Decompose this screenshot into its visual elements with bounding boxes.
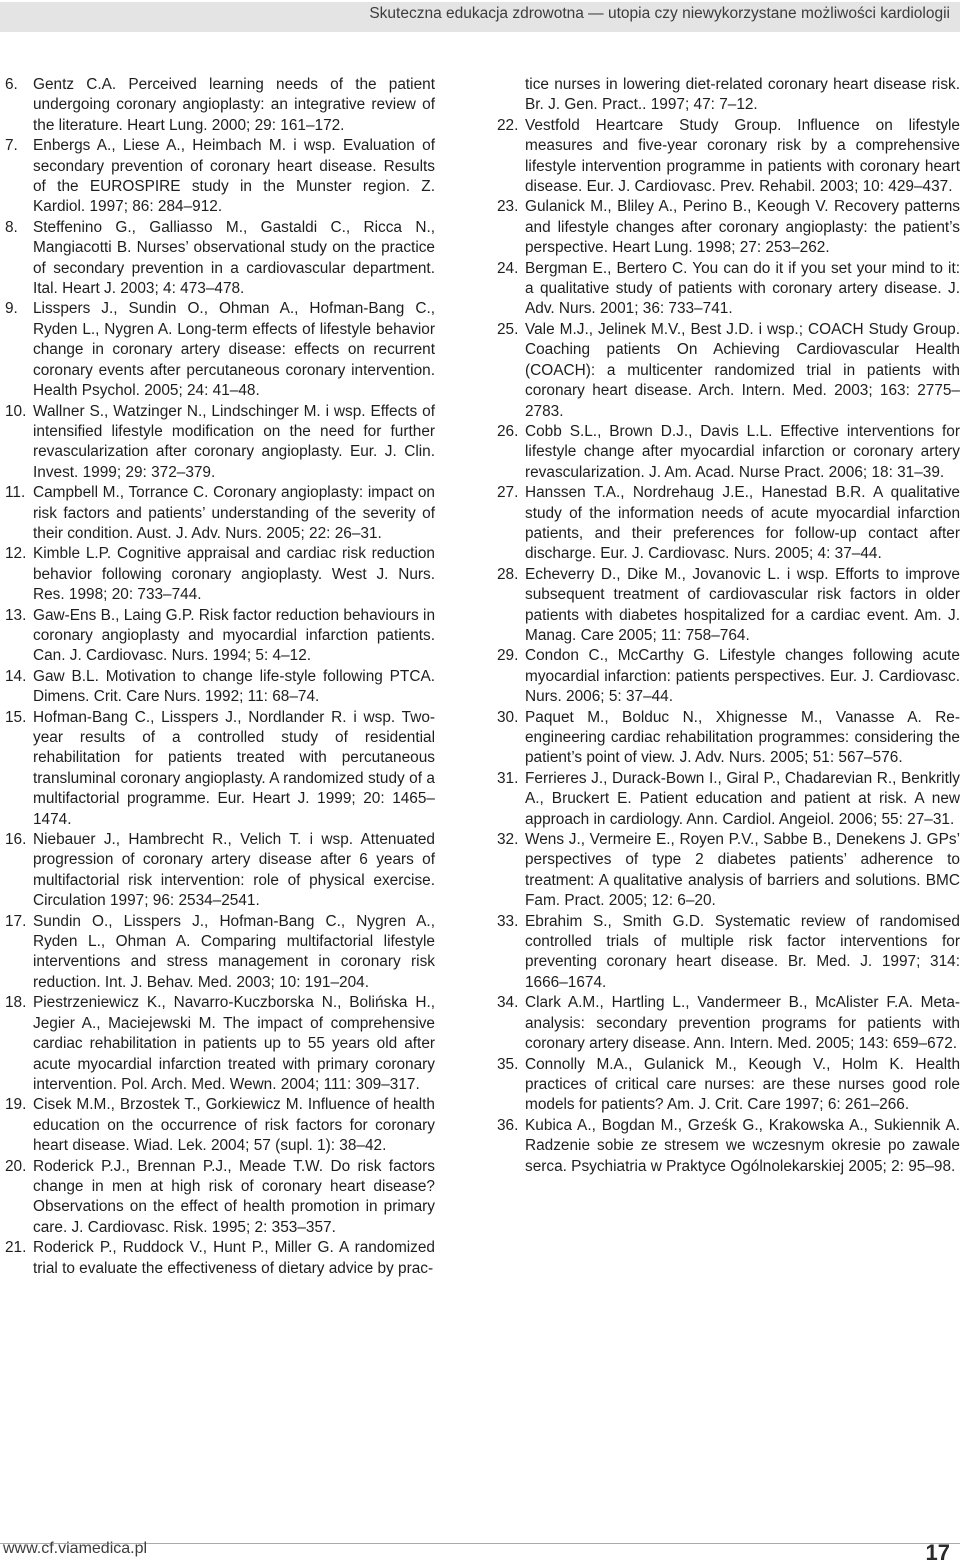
reference-text: Condon C., McCarthy G. Lifestyle changes following acute myocardial infarction: patients perspectives. Eur. J. Cardiovasc. Nurs. 2006; 5: 37–44.	[525, 647, 960, 706]
reference-item	[5, 483, 435, 544]
reference-number: 25.	[497, 320, 519, 338]
reference-number: 32.	[497, 831, 519, 849]
reference-item	[5, 993, 435, 1095]
reference-number: 26.	[497, 422, 519, 440]
reference-number: 14.	[5, 667, 27, 685]
reference-item	[5, 1157, 435, 1239]
reference-text: Piestrzeniewicz K., Navarro-Kuczborska N., Bolińska H., Jegier A., Maciejewski M. The impact of comprehensive cardiac rehabilitation in patients up to 55 years old after acute myocardial infarction treated with primary coronary intervention. Pol. Arch. Med. Wewn. 2004; 111: 309–317.	[33, 994, 435, 1093]
reference-item	[5, 912, 435, 994]
reference-text: Bergman E., Bertero C. You can do it if you set your mind to it: a qualitative study of patients with coronary artery disease. J. Adv. Nurs. 2001; 36: 733–741.	[525, 259, 960, 318]
reference-text: Gulanick M., Bliley A., Perino B., Keough V. Recovery patterns and lifestyle changes after coronary angioplasty: the patient’s perspective. Heart Lung. 1998; 27: 253–262.	[525, 198, 960, 257]
page-number: 17	[925, 1540, 950, 1565]
reference-number: 27.	[497, 484, 519, 502]
reference-number: 9.	[5, 300, 18, 318]
reference-text: tice nurses in lowering diet-related coronary heart disease risk. Br. J. Gen. Pract.. 1997; 47: 7–12.	[525, 76, 960, 114]
reference-item	[5, 299, 435, 401]
reference-number: 35.	[497, 1055, 519, 1073]
reference-text: Ebrahim S., Smith G.D. Systematic review of randomised controlled trials of multiple risk factor interventions for preventing coronary heart disease. Br. Med. J. 1997; 314: 1666–1674.	[525, 912, 960, 991]
reference-text: Paquet M., Bolduc N., Xhignesse M., Vanasse A. Re-engineering cardiac rehabilitation programmes: considering the patient’s point of view. J. Adv. Nurs. 2005; 51: 567–576.	[525, 708, 960, 767]
reference-number: 33.	[497, 912, 519, 930]
reference-number: 17.	[5, 912, 27, 930]
reference-text: Enbergs A., Liese A., Heimbach M. i wsp. Evaluation of secondary prevention of coronary heart disease. Results of the EUROSPIRE study in the Munster region. Z. Kardiol. 1997; 86: 284–912.	[33, 137, 435, 216]
reference-item	[5, 708, 435, 830]
reference-number: 34.	[497, 994, 519, 1012]
reference-text: Niebauer J., Hambrecht R., Velich T. i wsp. Attenuated progression of coronary artery disease after 6 years of multifactorial risk intervention: role of physical exercise. Circulation 1997; 96: 2534–2541.	[33, 831, 435, 910]
reference-list-left-column	[5, 75, 435, 1279]
reference-item	[5, 606, 435, 667]
reference-item	[5, 544, 435, 605]
reference-number: 15.	[5, 708, 27, 726]
reference-text: Connolly M.A., Gulanick M., Keough V., Holm K. Health practices of critical care nurses: are these nurses good role models for patients? Am. J. Crit. Care 1997; 6: 261–266.	[525, 1055, 960, 1114]
reference-text: Roderick P., Ruddock V., Hunt P., Miller G. A randomized trial to evaluate the effectiveness of dietary advice by prac-	[33, 1239, 435, 1277]
reference-item	[5, 402, 435, 484]
reference-text: Roderick P.J., Brennan P.J., Meade T.W. Do risk factors change in men at high risk of coronary heart disease? Observations on the effect of health promotion in primary care. J. Cardiovasc. Risk. 1995; 2: 353–357.	[33, 1157, 435, 1236]
reference-text: Lisspers J., Sundin O., Ohman A., Hofman-Bang C., Ryden L., Nygren A. Long-term effects of lifestyle behavior change in coronary artery disease: effects on recurrent coronary events after percutaneous coronary intervention. Health Psychol. 2005; 24: 41–48.	[33, 300, 435, 400]
reference-text: Cobb S.L., Brown D.J., Davis L.L. Effective interventions for lifestyle change after myocardial infarction or coronary artery revascularization. J. Am. Acad. Nurse Pract. 2006; 18: 31–39.	[525, 422, 960, 481]
reference-item	[497, 197, 960, 258]
reference-text: Kubica A., Bogdan M., Grześk G., Krakowska A., Sukiennik A. Radzenie sobie ze stresem we wczesnym okresie po zawale serca. Psychiatria w Praktyce Ogólnolekarskiej 2005; 2: 95–98.	[525, 1116, 960, 1175]
reference-text: Campbell M., Torrance C. Coronary angioplasty: impact on risk factors and patients’ understanding of the severity of their condition. Aust. J. Adv. Nurs. 2005; 22: 26–31.	[33, 484, 435, 542]
reference-item	[497, 259, 960, 320]
reference-item	[5, 1238, 435, 1279]
reference-number: 12.	[5, 545, 27, 563]
reference-text: Kimble L.P. Cognitive appraisal and cardiac risk reduction behavior following coronary angioplasty. West J. Nurs. Res. 1998; 20: 733–744.	[33, 545, 435, 604]
reference-number: 29.	[497, 647, 519, 665]
reference-text: Wens J., Vermeire E., Royen P.V., Sabbe B., Denekens J. GPs’ perspectives of type 2 diabetes patients’ adherence to treatment: A qualitative analysis of barriers and solutions. BMC Fam. Pract. 2005; 12: 6–20.	[525, 831, 960, 910]
journal-url[interactable]: www.cf.viamedica.pl	[3, 1540, 148, 1557]
reference-number: 18.	[5, 994, 27, 1012]
reference-item	[497, 1116, 960, 1177]
reference-text: Wallner S., Watzinger N., Lindschinger M. i wsp. Effects of intensified lifestyle modification on the need for further revascularization after coronary angioplasty. Eur. J. Clin. Invest. 1999; 29: 372–379.	[33, 402, 435, 481]
reference-item	[497, 912, 960, 994]
reference-text: Steffenino G., Galliasso M., Gastaldi C., Ricca N., Mangiacotti B. Nurses’ observational study on the practice of secondary prevention in a cardiovascular department. Ital. Heart J. 2003; 4: 473–478.	[33, 218, 435, 298]
reference-item	[497, 565, 960, 647]
reference-item	[5, 830, 435, 912]
reference-number: 16.	[5, 831, 27, 849]
reference-text: Clark A.M., Hartling L., Vandermeer B., McAlister F.A. Meta-analysis: secondary prevention programs for patients with coronary artery disease. Ann. Intern. Med. 2005; 143: 659–672.	[525, 994, 960, 1053]
reference-text: Hofman-Bang C., Lisspers J., Nordlander R. i wsp. Two-year results of a controlled study of residential rehabilitation for patients treated with percutaneous transluminal coronary angioplasty. A randomized study of a multifactorial programme. Eur. Heart J. 1999; 20: 1465–1474.	[33, 708, 435, 828]
reference-item	[497, 483, 960, 565]
reference-item	[5, 136, 435, 218]
reference-item	[497, 646, 960, 707]
reference-text: Sundin O., Lisspers J., Hofman-Bang C., Nygren A., Ryden L., Ohman A. Comparing multifactorial lifestyle interventions and stress management in coronary risk reduction. Int. J. Behav. Med. 2003; 10: 191–204.	[33, 912, 435, 991]
reference-number: 19.	[5, 1096, 27, 1114]
reference-number: 20.	[5, 1157, 27, 1175]
reference-item	[497, 769, 960, 830]
reference-item	[497, 422, 960, 483]
reference-number: 11.	[5, 484, 26, 502]
reference-number: 36.	[497, 1116, 519, 1134]
reference-number: 7.	[5, 137, 18, 155]
reference-text: Hanssen T.A., Nordrehaug J.E., Hanestad B.R. A qualitative study of the information needs of acute myocardial infarction patients, and their preferences for follow-up contact after discharge. Eur. J. Cardiovasc. Nurs. 2005; 4: 37–44.	[525, 484, 960, 563]
reference-text: Vale M.J., Jelinek M.V., Best J.D. i wsp.; COACH Study Group. Coaching patients On Achieving Cardiovascular Health (COACH): a multicenter randomized trial in patients with coronary heart disease. Arch. Intern. Med. 2003; 163: 2775–2783.	[525, 320, 960, 420]
reference-item	[497, 708, 960, 769]
reference-text: Cisek M.M., Brzostek T., Gorkiewicz M. Influence of health education on the occurrence of risk factors for coronary heart disease. Wiad. Lek. 2004; 57 (supl. 1): 38–42.	[33, 1096, 435, 1155]
reference-text: Vestfold Heartcare Study Group. Influence on lifestyle measures and five-year coronary risk by a comprehensive lifestyle intervention programme in patients with coronary heart disease. Eur. J. Cardiovasc. Prev. Rehabil. 2003; 10: 429–437.	[525, 116, 960, 196]
reference-text: Gentz C.A. Perceived learning needs of the patient undergoing coronary angioplasty: an integrative review of the literature. Heart Lung. 2000; 29: 161–172.	[33, 76, 435, 134]
reference-text: Echeverry D., Dike M., Jovanovic L. i wsp. Efforts to improve subsequent treatment of cardiovascular risk factors in older patients with diabetes hospitalized for a cardiac event. Am. J. Manag. Care 2005; 11: 758–764.	[525, 565, 960, 644]
reference-list-right-column	[497, 75, 960, 1177]
reference-number: 22.	[497, 116, 519, 134]
reference-text: Gaw B.L. Motivation to change life-style following PTCA. Dimens. Crit. Care Nurs. 1992; 11: 68–74.	[33, 667, 435, 706]
running-header	[0, 2, 960, 32]
reference-item	[5, 667, 435, 708]
reference-text: Gaw-Ens B., Laing G.P. Risk factor reduction behaviours in coronary angioplasty and myocardial infarction patients. Can. J. Cardiovasc. Nurs. 1994; 5: 4–12.	[33, 606, 435, 665]
reference-item	[5, 218, 435, 300]
reference-item	[497, 75, 960, 116]
reference-item	[5, 1095, 435, 1156]
reference-number: 10.	[5, 402, 27, 420]
reference-number: 24.	[497, 259, 519, 277]
reference-item	[497, 320, 960, 422]
reference-item	[5, 75, 435, 136]
reference-number: 8.	[5, 218, 18, 236]
reference-number: 21.	[5, 1239, 27, 1257]
reference-number: 13.	[5, 606, 27, 624]
reference-number: 28.	[497, 565, 519, 583]
reference-item	[497, 116, 960, 198]
running-title: Skuteczna edukacja zdrowotna — utopia czy niewykorzystane możliwości kardiologii	[369, 5, 950, 22]
reference-number: 6.	[5, 76, 18, 93]
reference-item	[497, 1055, 960, 1116]
reference-number: 30.	[497, 708, 519, 726]
reference-item	[497, 830, 960, 912]
reference-number: 31.	[497, 769, 519, 787]
reference-number: 23.	[497, 198, 519, 216]
reference-item	[497, 993, 960, 1054]
reference-text: Ferrieres J., Durack-Bown I., Giral P., Chadarevian R., Benkritly A., Bruckert E. Patient education and patient at risk. A new approach in cardiology. Ann. Cardiol. Angeiol. 2006; 55: 27–31.	[525, 769, 960, 828]
